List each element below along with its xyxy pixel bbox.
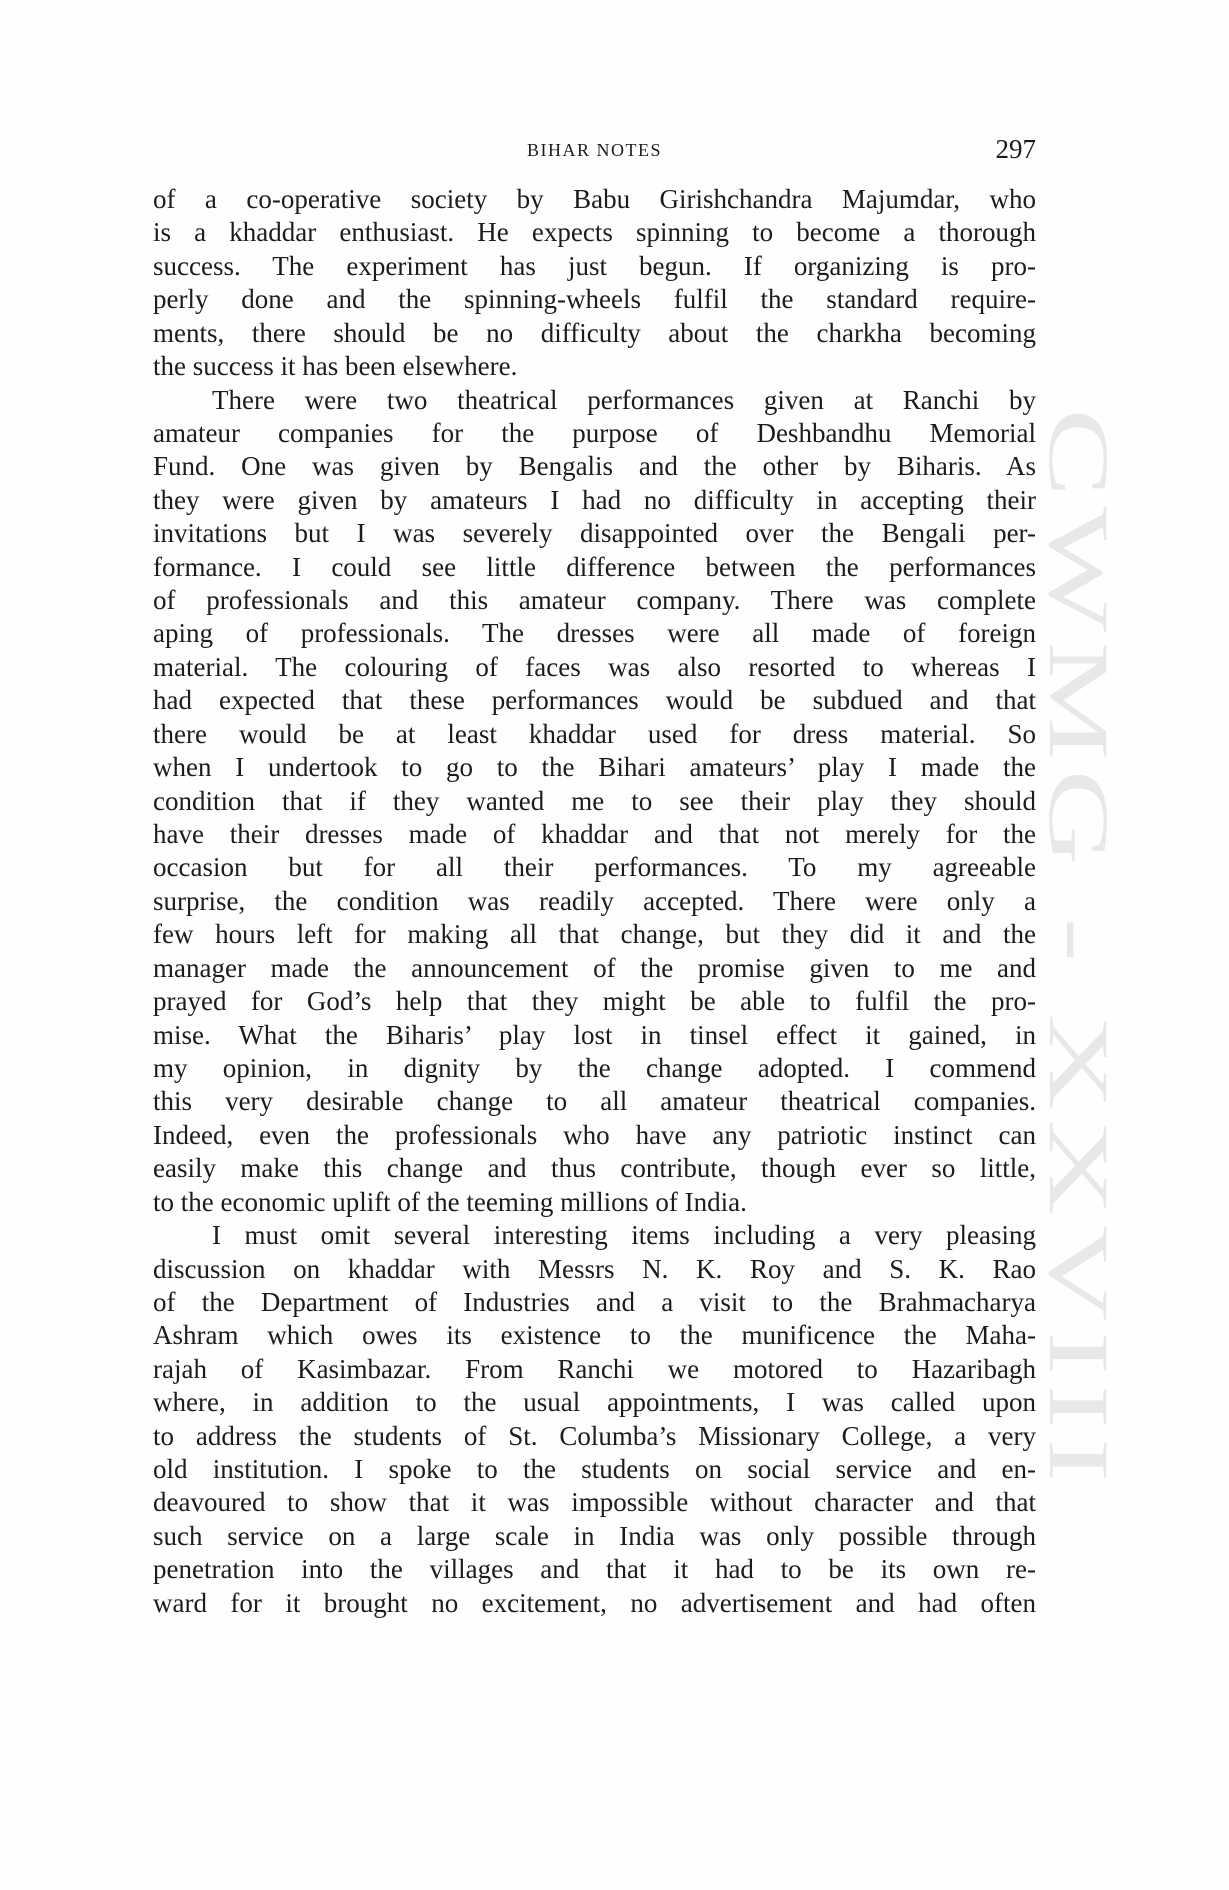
text-line: to address the students of St. Columba’s Missionary College, a very [153, 1420, 1036, 1451]
running-head [153, 134, 1036, 164]
text-line: deavoured to show that it was impossible without character and that [153, 1487, 1036, 1518]
body-text [153, 183, 1036, 1620]
watermark-text: CWMG - XXVIII [1031, 408, 1127, 1492]
text-line: surprise, the condition was readily accepted. There were only a [153, 885, 1036, 916]
text-line: Indeed, even the professionals who have any patriotic instinct can [153, 1119, 1036, 1150]
paragraph [153, 1219, 1036, 1620]
text-line: success. The experiment has just begun. If organizing is pro- [153, 250, 1036, 281]
text-line: material. The colouring of faces was also resorted to whereas I [153, 651, 1036, 682]
text-line: ward for it brought no excitement, no advertisement and had often [153, 1587, 1036, 1618]
text-line: invitations but I was severely disappointed over the Bengali per- [153, 518, 1036, 549]
text-line: There were two theatrical performances given at Ranchi by [212, 384, 1036, 415]
text-line: of the Department of Industries and a visit to the Brahmacharya [153, 1286, 1036, 1317]
text-line: this very desirable change to all amateur theatrical companies. [153, 1086, 1036, 1117]
text-line: aping of professionals. The dresses were all made of foreign [153, 618, 1036, 649]
text-line: rajah of Kasimbazar. From Ranchi we motored to Hazaribagh [153, 1353, 1036, 1384]
text-line: easily make this change and thus contribute, though ever so little, [153, 1153, 1036, 1184]
paragraph [153, 183, 1036, 384]
text-line: discussion on khaddar with Messrs N. K. Roy and S. K. Rao [153, 1253, 1036, 1284]
text-line: manager made the announcement of the promise given to me and [153, 952, 1036, 983]
text-line: the success it has been elsewhere. [153, 351, 518, 382]
text-line: such service on a large scale in India was only possible through [153, 1520, 1036, 1551]
text-line: old institution. I spoke to the students on social service and en- [153, 1454, 1036, 1485]
text-line: to the economic uplift of the teeming millions of India. [153, 1186, 747, 1217]
text-line: amateur companies for the purpose of Deshbandhu Memorial [153, 417, 1036, 448]
text-line: where, in addition to the usual appointments, I was called upon [153, 1387, 1036, 1418]
text-line: of professionals and this amateur company. There was complete [153, 585, 1036, 616]
text-line: prayed for God’s help that they might be able to fulfil the pro- [153, 986, 1036, 1017]
text-line: have their dresses made of khaddar and that not merely for the [153, 819, 1036, 850]
text-line: my opinion, in dignity by the change adopted. I commend [153, 1052, 1036, 1083]
watermark [1031, 404, 1127, 1496]
text-line: occasion but for all their performances. To my agreeable [153, 852, 1036, 883]
text-line: penetration into the villages and that it had to be its own re- [153, 1554, 1036, 1585]
text-line: there would be at least khaddar used for dress material. So [153, 718, 1036, 749]
text-line: condition that if they wanted me to see their play they should [153, 785, 1036, 816]
text-line: Ashram which owes its existence to the munificence the Maha- [153, 1320, 1036, 1351]
text-line: mise. What the Biharis’ play lost in tinsel effect it gained, in [153, 1019, 1036, 1050]
text-line: few hours left for making all that change, but they did it and the [153, 919, 1036, 950]
text-line: Fund. One was given by Bengalis and the other by Biharis. As [153, 451, 1036, 482]
text-line: of a co-operative society by Babu Girishchandra Majumdar, who [153, 184, 1036, 214]
text-line: they were given by amateurs I had no difficulty in accepting their [153, 484, 1036, 515]
text-line: formance. I could see little difference between the performances [153, 551, 1036, 582]
text-line: ments, there should be no difficulty about the charkha becoming [153, 317, 1036, 348]
text-line: I must omit several interesting items including a very pleasing [212, 1220, 1036, 1251]
paragraph [153, 384, 1036, 1220]
page-number: 297 [995, 134, 1036, 164]
text-line: perly done and the spinning-wheels fulfil the standard require- [153, 284, 1036, 315]
text-line: had expected that these performances would be subdued and that [153, 685, 1036, 716]
running-head-title: BIHAR NOTES [526, 140, 662, 160]
text-line: is a khaddar enthusiast. He expects spinning to become a thorough [153, 217, 1036, 248]
text-line: when I undertook to go to the Bihari amateurs’ play I made the [153, 752, 1036, 783]
